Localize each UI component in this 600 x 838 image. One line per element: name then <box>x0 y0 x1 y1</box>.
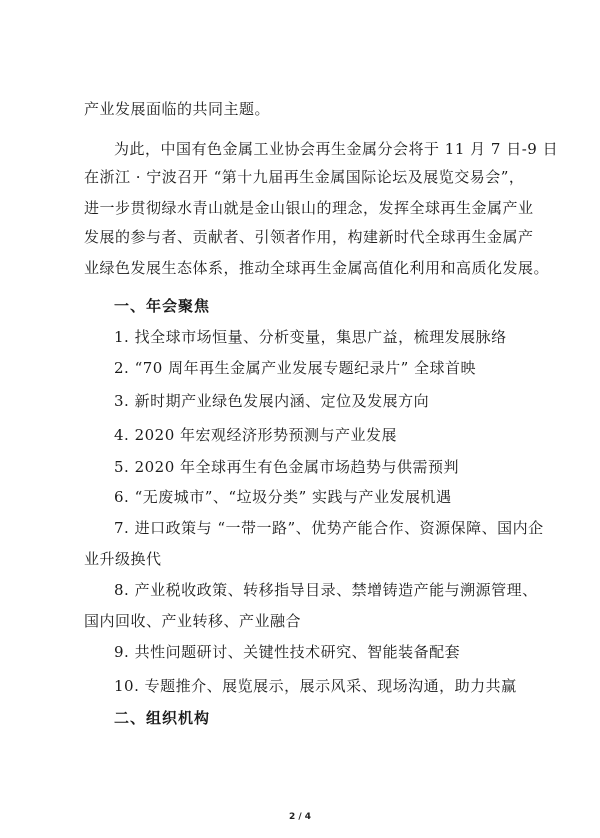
focus-item-3: 3. 新时期产业绿色发展内涵、定位及发展方向 <box>114 392 430 410</box>
intro-line-5: 业绿色发展生态体系，推动全球再生金属高值化利用和高质化发展。 <box>84 259 550 277</box>
focus-item-5: 5. 2020 年全球再生有色金属市场趋势与供需预判 <box>114 458 460 476</box>
focus-item-1: 1. 找全球市场恒量、分析变量，集思广益，梳理发展脉络 <box>114 328 507 346</box>
focus-item-10: 10. 专题推介、展览展示，展示风采、现场沟通，助力共赢 <box>114 677 517 695</box>
intro-line-2: 在浙江 · 宁波召开 “第十九届再生金属国际论坛及展览交易会”， <box>84 168 525 186</box>
focus-item-6: 6. “无废城市”、“垃圾分类” 实践与产业发展机遇 <box>114 488 452 506</box>
paragraph-continuation: 产业发展面临的共同主题。 <box>84 100 271 118</box>
page-number: 2 / 4 <box>288 812 312 822</box>
intro-line-4: 发展的参与者、贡献者、引领者作用，构建新时代全球再生金属产 <box>84 228 534 246</box>
focus-item-7-continuation: 业升级换代 <box>84 550 162 568</box>
focus-item-7: 7. 进口政策与 “一带一路”、优势产能合作、资源保障、国内企 <box>114 519 544 537</box>
intro-line-3: 进一步贯彻绿水青山就是金山银山的理念，发挥全球再生金属产业 <box>84 199 534 217</box>
focus-item-4: 4. 2020 年宏观经济形势预测与产业发展 <box>114 426 398 444</box>
section-heading-organization: 二、组织机构 <box>114 709 211 727</box>
intro-line-1: 为此，中国有色金属工业协会再生金属分会将于 11 月 7 日-9 日 <box>114 140 559 158</box>
focus-item-2: 2. “70 周年再生金属产业发展专题纪录片” 全球首映 <box>114 359 477 377</box>
focus-item-8-continuation: 国内回收、产业转移、产业融合 <box>84 612 302 630</box>
focus-item-9: 9. 共性问题研讨、关键性技术研究、智能装备配套 <box>114 643 461 661</box>
focus-item-8: 8. 产业税收政策、转移指导目录、禁增铸造产能与溯源管理、 <box>114 581 538 599</box>
section-heading-focus: 一、年会聚焦 <box>114 297 211 315</box>
